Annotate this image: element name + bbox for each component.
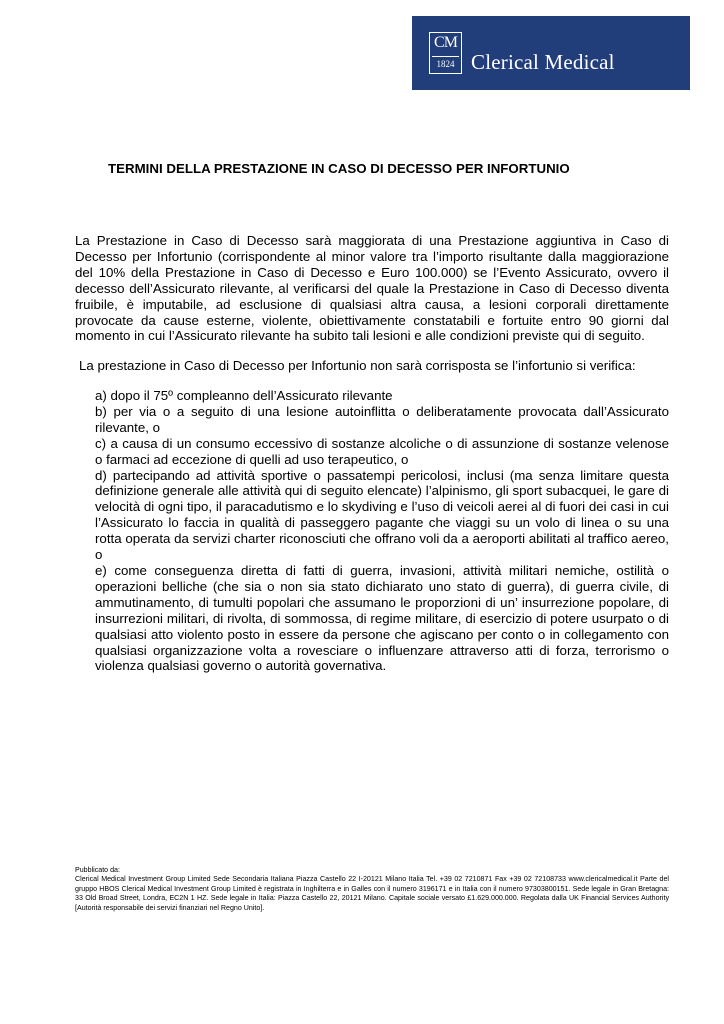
exclusions-list [95,388,669,674]
footer-legal-text: Clerical Medical Investment Group Limited Sede Secondaria Italiana Piazza Castello 22 I-20121 Milano Italia Tel. +39 02 7210871 Fax +39 02 72108733 www.clericalmedical.it Parte del gruppo HBOS Clerical Medical Investment Group Limited è registrata in Inghilterra e in Galles con il numero 3196171 e in Italia con il numero 97303800151. Sede legale in Gran Bretagna: 33 Old Broad Street, Londra, EC2N 1 HZ. Sede legale in Italia: Piazza Castello 22, 20121 Milano. Capitale sociale versato £1.629.000.000. Regolata dalla UK Financial Services Authority [Autorità responsabile dei servizi finanziari nel Regno Unito]. [75,875,669,912]
list-item: a) dopo il 75º compleanno dell’Assicurato rilevante [95,388,393,403]
document-title: TERMINI DELLA PRESTAZIONE IN CASO DI DECESSO PER INFORTUNIO [108,161,570,176]
list-item: b) per via o a seguito di una lesione autoinflitta o deliberatamente provocata dall’Assicurato rilevante, o [95,403,669,435]
intro-paragraph: La Prestazione in Caso di Decesso sarà maggiorata di una Prestazione aggiuntiva in Caso di Decesso per Infortunio (corrispondente al minor valore tra l’importo risultante dalla maggiorazione del 10% della Prestazione in Caso di Decesso e Euro 100.000) se l’Evento Assicurato, ovvero il decesso dell’Assicurato rilevante, al verificarsi del quale la Prestazione in Caso di Decesso diventa fruibile, è imputabile, ad esclusione di qualsiasi altra causa, a lesioni corporali direttamente provocate da cause esterne, violente, obiettivamente constatabili e fortuite entro 90 giorni dal momento in cui l’Assicurato rilevante ha subito tali lesioni e alle condizioni previste qui di seguito. [75,233,669,344]
logo-year: 1824 [432,56,459,71]
logo-monogram: CM [434,34,457,51]
publisher-footer [75,866,669,913]
exclusions-lead: La prestazione in Caso di Decesso per Infortunio non sarà corrisposta se l’infortunio si verifica: [79,358,636,373]
list-item: e) come conseguenza diretta di fatti di guerra, invasioni, attività militari nemiche, ostilità o operazioni belliche (che sia o non sia stato dichiarato uno stato di guerra), di guerra civile, di ammutinamento, di tumulti popolari che assumano le proporzioni di un’ insurrezione popolare, di insurrezioni militari, di rivolta, di sommossa, di regime militare, di esercizio di potere usurpato o di qualsiasi atto violento posto in essere da persone che agiscano per conto o in collegamento con qualsiasi organizzazione volta a rovesciare o influenzare attraverso atti di forza, terrorismo o violenza qualsiasi governo o autorità governativa. [95,562,669,674]
company-logo [412,16,690,90]
list-item: d) partecipando ad attività sportive o passatempi pericolosi, inclusi (ma senza limitare questa definizione generale alle attività qui di seguito elencate) l’alpinismo, gli sport subacquei, le gare di velocità di ogni tipo, il paracadutismo e lo skydiving e l’uso di veicoli aerei al di fuori dei casi in cui l’Assicurato lo faccia in qualità di passeggero pagante che viaggi su un volo di linea o su una rotta operata da servizi charter riconosciuti che offrano voli da a aeroporti abilitati al traffico aereo, o [95,467,669,563]
logo-monogram-box [429,32,462,74]
logo-wordmark: Clerical Medical [471,50,615,74]
list-item: c) a causa di un consumo eccessivo di sostanze alcoliche o di assunzione di sostanze velenose o farmaci ad eccezione di quelli ad uso terapeutico, o [95,435,669,467]
footer-label: Pubblicato da: [75,866,120,874]
